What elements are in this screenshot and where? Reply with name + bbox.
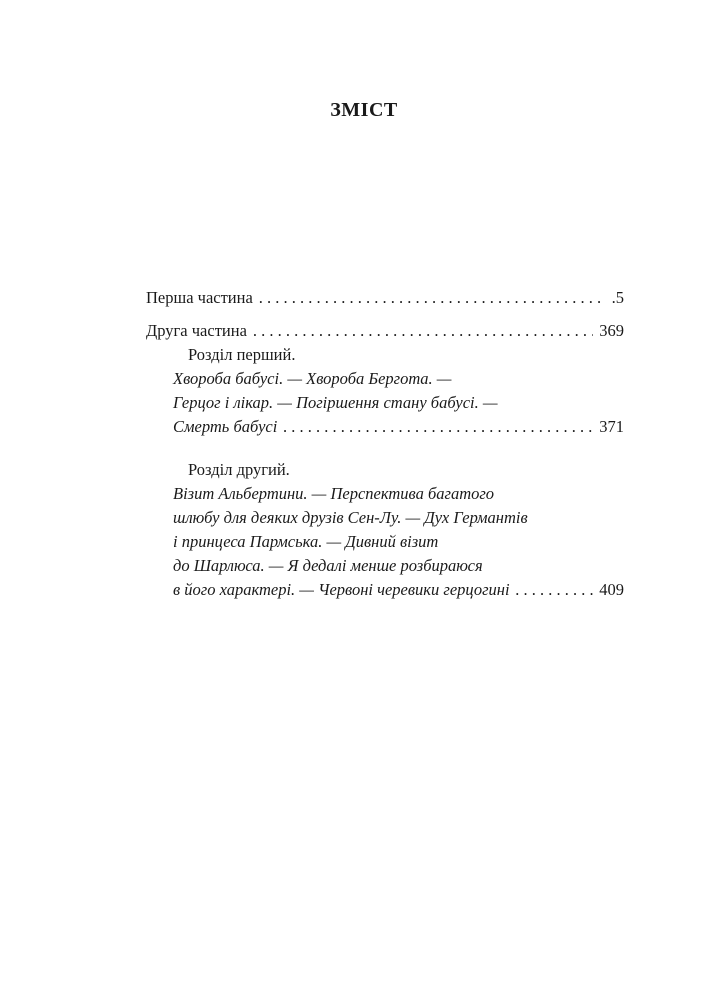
toc-entry-label: Друга частина — [146, 321, 247, 340]
chapter-summary — [146, 482, 624, 602]
toc-page-number: 409 — [599, 580, 624, 599]
toc-part-2 — [146, 319, 624, 602]
toc-chapter-1 — [146, 343, 624, 439]
chapter-heading: Розділ другий. — [188, 460, 290, 479]
table-of-contents — [146, 286, 624, 602]
toc-entry[interactable] — [146, 319, 624, 343]
chapter-summary-line: в його характері. — Червоні черевики герцогині — [173, 580, 510, 599]
toc-entry[interactable] — [173, 415, 624, 439]
toc-part-1 — [146, 286, 624, 310]
toc-page-number: 371 — [599, 417, 624, 436]
chapter-summary-line: Візит Альбертини. — Перспектива багатого — [173, 484, 495, 503]
toc-entry[interactable] — [173, 578, 624, 602]
toc-entry[interactable] — [146, 286, 624, 310]
dot-leader — [516, 578, 594, 602]
dot-leader — [253, 319, 593, 343]
toc-chapter-2 — [146, 458, 624, 602]
chapter-summary-line: Герцог і лікар. — Погіршення стану бабусі. — — [173, 393, 498, 412]
dot-leader — [283, 415, 593, 439]
chapter-summary-line: шлюбу для деяких друзів Сен-Лу. — Дух Германтів — [173, 508, 528, 527]
chapter-summary-line: до Шарлюса. — Я дедалі менше розбираюся — [173, 556, 483, 575]
dot-leader — [259, 286, 606, 310]
toc-entry-label: Перша частина — [146, 288, 253, 307]
chapter-summary-line: і принцеса Пармська. — Дивний візит — [173, 532, 439, 551]
toc-page-number: 369 — [599, 321, 624, 340]
chapter-summary — [146, 367, 624, 439]
toc-page-number: .5 — [611, 288, 624, 307]
page-title: ЗМІСТ — [330, 99, 398, 121]
chapter-summary-line: Хвороба бабусі. — Хвороба Берготa. — — [173, 369, 452, 388]
chapter-heading: Розділ перший. — [188, 345, 296, 364]
chapter-summary-line: Смерть бабусі — [173, 417, 278, 436]
